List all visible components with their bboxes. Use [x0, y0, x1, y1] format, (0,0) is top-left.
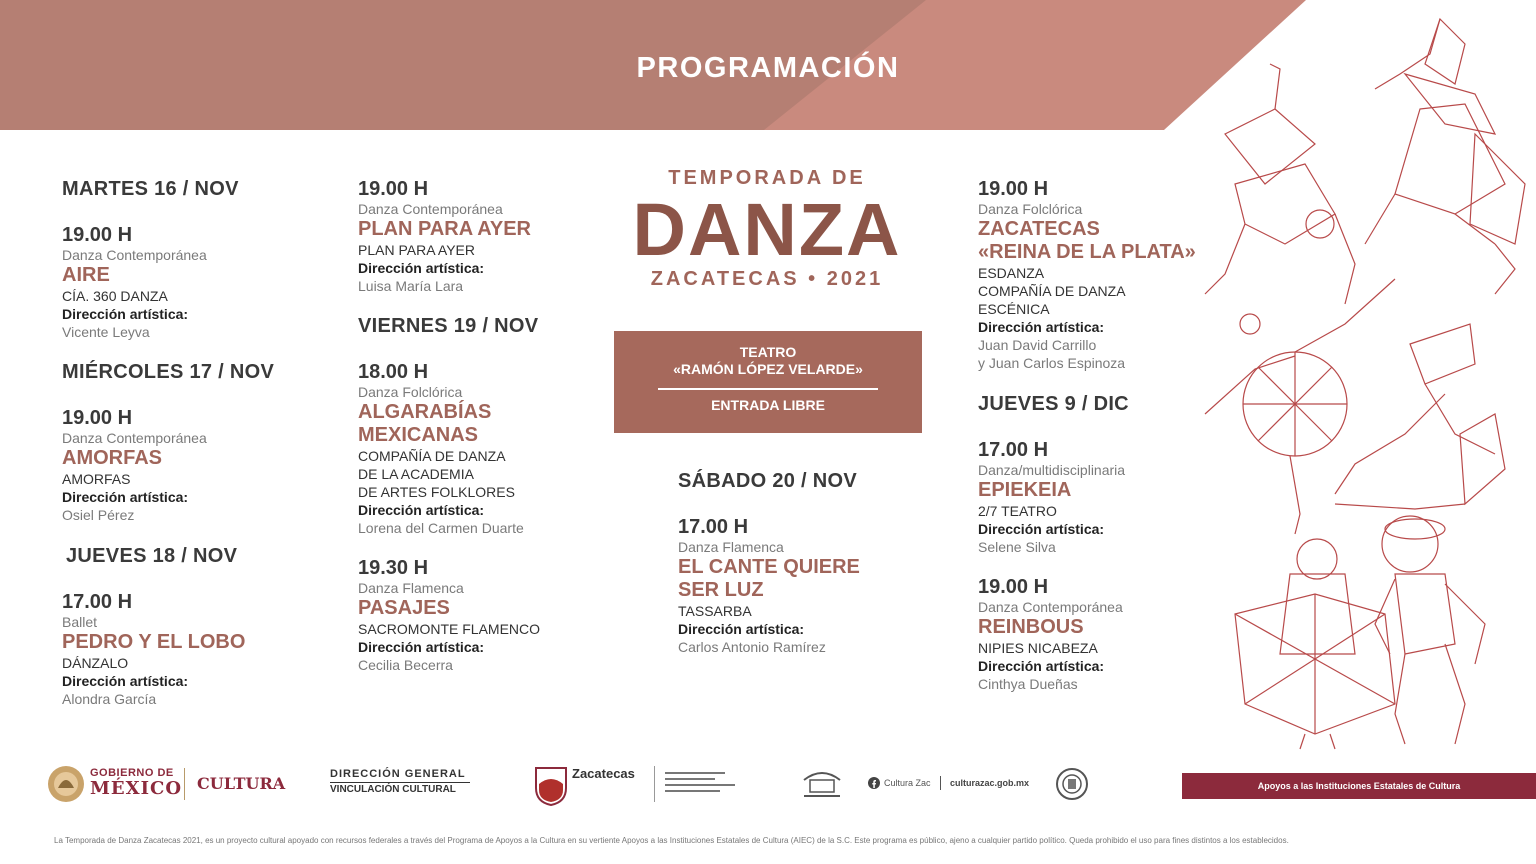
zacatecas-logo-text: Zacatecas: [572, 766, 635, 781]
director-label: Dirección artística:: [978, 521, 1105, 537]
day-heading-miercoles-17: MIÉRCOLES 17 / NOV: [62, 361, 275, 383]
director-label: Dirección artística:: [358, 260, 485, 276]
director-label: Dirección artística:: [978, 319, 1105, 335]
event-director: Cinthya Dueñas: [978, 676, 1078, 692]
event-title: REINBOUS: [978, 616, 1084, 638]
day-heading-martes-16: MARTES 16 / NOV: [62, 178, 239, 200]
event-company: AMORFAS: [62, 471, 131, 487]
event-genre: Danza Flamenca: [358, 580, 464, 596]
event-director: Carlos Antonio Ramírez: [678, 639, 826, 655]
event-company: 2/7 TEATRO: [978, 503, 1057, 519]
event-genre: Danza/multidisciplinaria: [978, 462, 1126, 478]
venue-admission: ENTRADA LIBRE: [711, 397, 825, 413]
director-label: Dirección artística:: [62, 489, 189, 505]
event-company: DÁNZALO: [62, 655, 129, 671]
event-company-line1: COMPAÑÍA DE DANZA: [358, 448, 506, 464]
director-label: Dirección artística:: [978, 658, 1105, 674]
event-genre: Danza Contemporánea: [358, 201, 503, 217]
event-time: 17.00 H: [678, 516, 749, 538]
event-company: TASSARBA: [678, 603, 752, 619]
zacatecas-shield-icon: [534, 766, 568, 806]
event-title-line2: SER LUZ: [678, 579, 764, 601]
event-title: EPIEKEIA: [978, 479, 1072, 501]
event-time: 17.00 H: [978, 439, 1049, 461]
event-time: 19.00 H: [978, 576, 1049, 598]
facebook-icon: [868, 777, 880, 789]
event-company: SACROMONTE FLAMENCO: [358, 621, 541, 637]
festival-logo-main: DANZA: [632, 188, 902, 271]
day-heading-jueves-9-dic: JUEVES 9 / DIC: [978, 393, 1129, 415]
event-company-line1: ESDANZA: [978, 265, 1045, 281]
event-title-line2: «REINA DE LA PLATA»: [978, 241, 1196, 263]
mexico-eagle-emblem-icon: [46, 764, 86, 804]
director-label: Dirección artística:: [358, 502, 485, 518]
venue-line1: TEATRO: [739, 344, 797, 360]
event-amorfas: [62, 407, 207, 524]
seal-icon: [1055, 767, 1089, 801]
teatro-logo-icon: [800, 766, 844, 800]
event-pasajes: [358, 557, 540, 674]
event-time: 18.00 H: [358, 361, 429, 383]
event-director: Cecilia Becerra: [358, 657, 453, 673]
event-company: PLAN PARA AYER: [358, 242, 475, 258]
event-title-line1: ALGARABÍAS: [358, 401, 492, 423]
event-company-line2: DE LA ACADEMIA: [358, 466, 474, 482]
event-director-line1: Juan David Carrillo: [978, 337, 1097, 353]
logo-divider: [940, 776, 941, 790]
event-epiekeia: [978, 439, 1125, 556]
dancers-illustration: [1195, 14, 1535, 754]
logo-rule: [330, 782, 470, 783]
event-time: 19.00 H: [62, 407, 133, 429]
event-genre: Danza Contemporánea: [62, 247, 207, 263]
event-genre: Danza Contemporánea: [978, 599, 1123, 615]
venue-name: «RAMÓN LÓPEZ VELARDE»: [673, 361, 863, 377]
event-company-line2: COMPAÑÍA DE DANZA: [978, 283, 1126, 299]
website-link[interactable]: culturazac.gob.mx: [950, 778, 1030, 788]
logo-divider: [654, 766, 655, 802]
gobierno-logo-line1: GOBIERNO DE: [90, 767, 174, 779]
event-pedro-y-el-lobo: [62, 591, 245, 708]
event-time: 19.00 H: [62, 224, 133, 246]
social-handle: Cultura Zac: [884, 778, 931, 788]
event-genre: Danza Flamenca: [678, 539, 784, 555]
event-title-line1: EL CANTE QUIERE: [678, 556, 860, 578]
event-aire: [62, 224, 207, 341]
logo-divider: [184, 768, 185, 800]
event-plan-para-ayer: [358, 178, 531, 295]
director-label: Dirección artística:: [62, 673, 189, 689]
event-algarabias-mexicanas: [358, 361, 524, 537]
event-director: Luisa María Lara: [358, 278, 464, 294]
event-director: Vicente Leyva: [62, 324, 150, 340]
gobierno-logo-line2: MÉXICO: [90, 778, 183, 799]
event-genre: Danza Folclórica: [358, 384, 463, 400]
cultura-logo: CULTURA: [197, 774, 286, 793]
instituto-cultura-logo-icon: [665, 770, 745, 796]
direccion-general-logo-line1: DIRECCIÓN GENERAL: [330, 768, 466, 780]
event-zacatecas-reina-de-la-plata: [978, 178, 1196, 372]
day-heading-jueves-18: JUEVES 18 / NOV: [66, 545, 238, 567]
event-title: PLAN PARA AYER: [358, 218, 531, 240]
event-genre: Danza Contemporánea: [62, 430, 207, 446]
event-director: Alondra García: [62, 691, 157, 707]
event-title-line1: ZACATECAS: [978, 218, 1100, 240]
page-title: PROGRAMACIÓN: [636, 52, 900, 84]
event-reinbous: [978, 576, 1123, 693]
event-title-line2: MEXICANAS: [358, 424, 479, 446]
event-company-line3: DE ARTES FOLKLORES: [358, 484, 515, 500]
event-time: 19.00 H: [978, 178, 1049, 200]
event-title: PASAJES: [358, 597, 450, 619]
event-title: AMORFAS: [62, 447, 162, 469]
direccion-general-logo-line2: VINCULACIÓN CULTURAL: [330, 784, 456, 795]
legal-footnote: La Temporada de Danza Zacatecas 2021, es un proyecto cultural apoyado con recursos federales a través del Programa de Apoyos a la Cultura en su vertiente Apoyos a las Instituciones Estatales de Cultura (AIEC) de la S.C. Este programa es público, ajeno a cualquier partido político. Queda prohibido el uso para fines distintos a los establecidos.: [54, 836, 1289, 845]
event-genre: Ballet: [62, 614, 98, 630]
event-title: AIRE: [62, 264, 110, 286]
support-banner: Apoyos a las Instituciones Estatales de Cultura: [1182, 773, 1536, 799]
director-label: Dirección artística:: [358, 639, 485, 655]
event-time: 19.30 H: [358, 557, 429, 579]
event-company: CÍA. 360 DANZA: [62, 288, 168, 304]
event-director: Selene Silva: [978, 539, 1056, 555]
event-time: 19.00 H: [358, 178, 429, 200]
festival-logo-line1: TEMPORADA DE: [668, 167, 866, 189]
event-time: 17.00 H: [62, 591, 133, 613]
event-company: NIPIES NICABEZA: [978, 640, 1098, 656]
event-title: PEDRO Y EL LOBO: [62, 631, 246, 653]
event-director: Lorena del Carmen Duarte: [358, 520, 524, 536]
event-director: Osiel Pérez: [62, 507, 135, 523]
day-heading-sabado-20: SÁBADO 20 / NOV: [678, 470, 857, 492]
director-label: Dirección artística:: [678, 621, 805, 637]
event-genre: Danza Folclórica: [978, 201, 1083, 217]
director-label: Dirección artística:: [62, 306, 189, 322]
day-heading-viernes-19: VIERNES 19 / NOV: [358, 315, 539, 337]
event-director-line2: y Juan Carlos Espinoza: [978, 355, 1126, 371]
event-el-cante-quiere-ser-luz: [678, 516, 860, 656]
venue-box: [614, 331, 922, 433]
event-company-line3: ESCÉNICA: [978, 301, 1050, 317]
venue-divider: [658, 388, 878, 390]
festival-logo-line3: ZACATECAS • 2021: [650, 268, 884, 290]
